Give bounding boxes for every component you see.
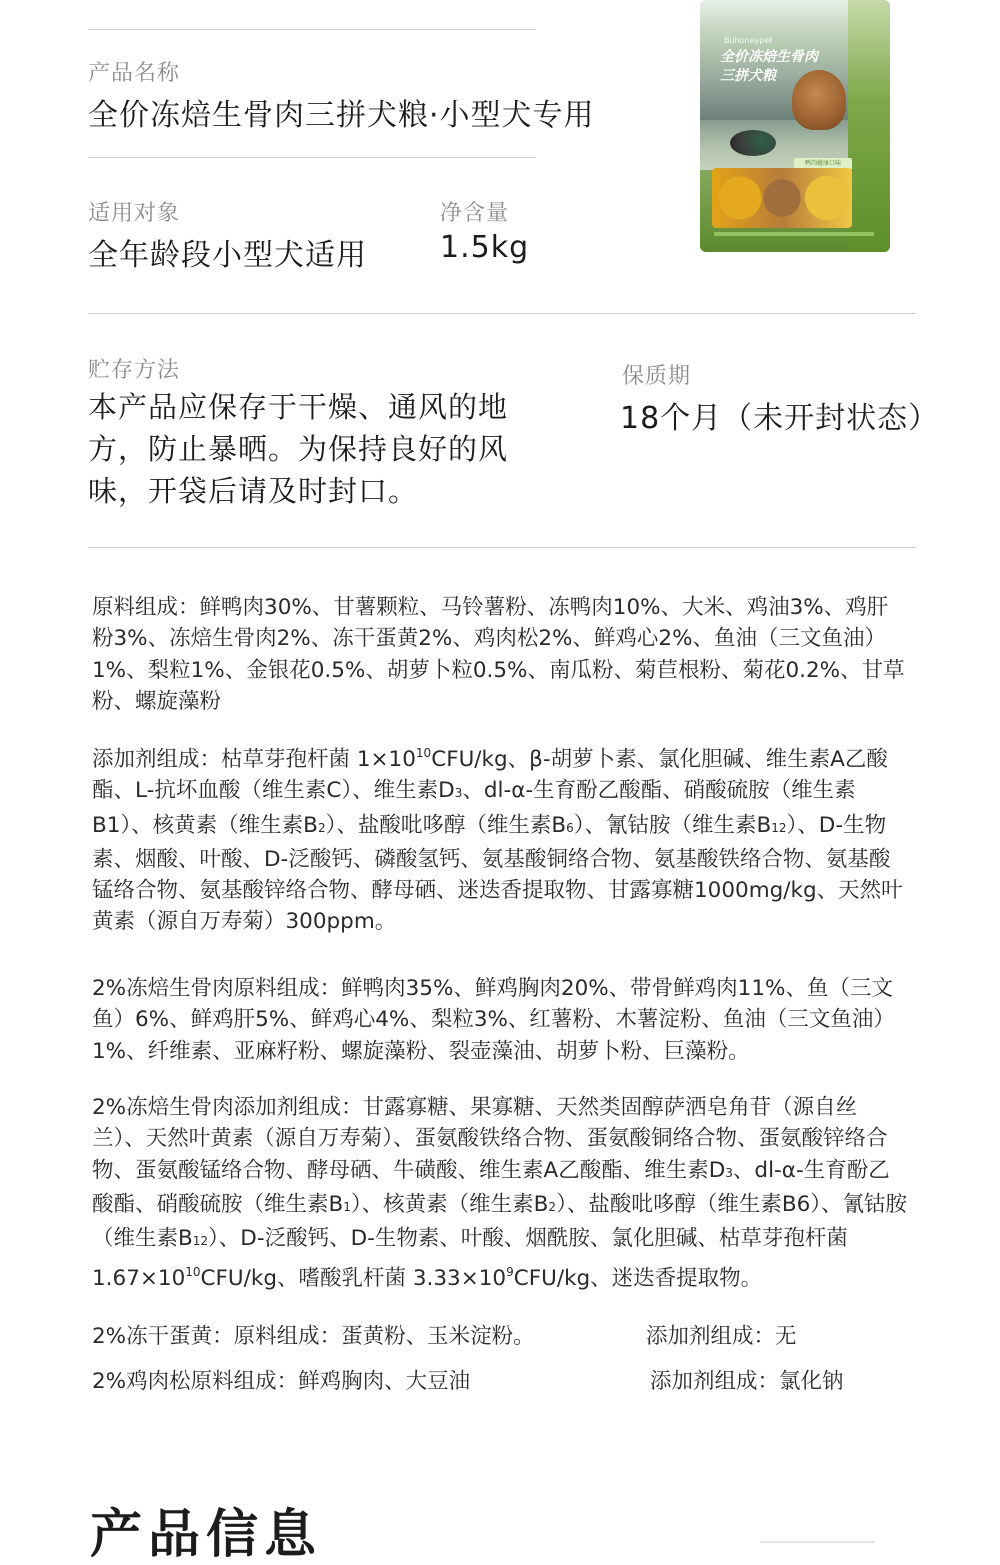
egg-yolk-additive: 添加剂组成：无 xyxy=(646,1324,797,1349)
ingredients-text: 鲜鸭肉30%、甘薯颗粒、马铃薯粉、冻鸭肉10%、大米、鸡油3%、鸡肝粉3%、冻焙生骨肉2%、冻干蛋黄2%、鸡肉松2%、鲜鸡心2%、鱼油（三文鱼油）1%、梨粒1%、金银花0.5%、胡萝卜粒0.5%、南瓜粉、菊苣根粉、菊花0.2%、甘草粉、螺旋藻粉 xyxy=(92,595,905,714)
additives-subscript: 6 xyxy=(566,820,574,835)
ingredients-paragraph xyxy=(92,592,907,717)
net-content-value: 1.5kg xyxy=(440,230,530,265)
section-heading: 产品信息 xyxy=(90,1505,323,1565)
additives-label: 添加剂组成： xyxy=(92,747,222,772)
product-name-label: 产品名称 xyxy=(88,61,181,86)
raw-bone-additives-subscript: 3 xyxy=(725,1165,733,1180)
shelf-life-value: 18个月（未开封状态） xyxy=(620,401,940,436)
target-label: 适用对象 xyxy=(88,201,181,226)
dog-illustration xyxy=(792,70,846,130)
additives-paragraph xyxy=(92,738,907,938)
package-badge: 鸭肉健康口味 xyxy=(794,158,852,170)
additives-subscript: 12 xyxy=(771,820,787,835)
divider-name xyxy=(88,157,536,158)
additives-text xyxy=(92,747,903,934)
chicken-floss-additive: 添加剂组成：氯化钠 xyxy=(650,1369,844,1394)
additives-subscript: 2 xyxy=(317,820,326,835)
additives-part: CFU/kg、β-胡萝卜素、氯化胆碱、维生素A乙酸酯、L-抗坏血酸（维生素C）、维生素D xyxy=(92,747,888,804)
raw-bone-ingredients-label: 2%冻焙生骨肉原料组成： xyxy=(92,976,342,1001)
raw-bone-additives-part: 甘露寡糖、果寡糖、天然类固醇萨洒皂角苷（源自丝兰）、天然叶黄素（源自万寿菊）、蛋氨酸铁络合物、蛋氨酸铜络合物、蛋氨酸锌络合物、蛋氨酸锰络合物、酵母硒、牛磺酸、维生素A乙酸酯、维生素D xyxy=(92,1095,888,1183)
additives-part: 枯草芽孢杆菌 1×10 xyxy=(221,747,416,772)
duck-illustration xyxy=(730,130,776,156)
ingredients-label: 原料组成： xyxy=(92,595,200,620)
target-value: 全年龄段小型犬适用 xyxy=(88,238,367,273)
shelf-life-label: 保质期 xyxy=(622,364,692,389)
raw-bone-additives-text xyxy=(92,1095,907,1291)
raw-bone-additives-part: 、dl-α-生育酚乙酸酯、硝酸硫胺（维生素B xyxy=(92,1157,890,1217)
divider-mid xyxy=(88,313,916,314)
raw-bone-additives-exponent: 10 xyxy=(185,1265,201,1280)
raw-bone-additives-label: 2%冻焙生骨肉添加剂组成： xyxy=(92,1095,363,1120)
additives-part: ）、盐酸吡哆醇（维生素B xyxy=(325,812,567,838)
divider-lower xyxy=(88,547,916,548)
package-brand: Buhoneypet xyxy=(724,36,773,45)
package-title-line1: 全价冻焙生骨肉 xyxy=(720,49,818,65)
chicken-floss-text: 2%鸡肉松原料组成：鲜鸡胸肉、大豆油 xyxy=(92,1369,471,1394)
package-title-line2: 三拼犬粮 xyxy=(720,68,776,84)
raw-bone-additives-subscript: 2 xyxy=(548,1199,557,1214)
raw-bone-additives-part: ）、核黄素（维生素B xyxy=(350,1191,549,1217)
divider-top xyxy=(88,29,536,30)
additives-part: ）、氰钴胺（维生素B xyxy=(573,812,772,838)
additives-part: ）、D-生物素、烟酸、叶酸、D-泛酸钙、磷酸氢钙、氨基酸铜络合物、氨基酸铁络合物、氨基酸锰络合物、氨基酸锌络合物、酵母硒、迷迭香提取物、甘露寡糖1000mg/kg、天然叶黄素（源自万寿菊）300ppm。 xyxy=(92,812,903,935)
net-content-label: 净含量 xyxy=(440,201,510,226)
raw-bone-additives-exponent: 9 xyxy=(506,1265,514,1280)
raw-bone-ingredients-paragraph xyxy=(92,973,907,1067)
package-footer-strip xyxy=(714,232,874,236)
raw-bone-additives-part: ）、D-泛酸钙、D-生物素、叶酸、烟酰胺、氯化胆碱、枯草芽孢杆菌1.67×10 xyxy=(92,1226,848,1292)
additives-exponent: 10 xyxy=(415,746,432,760)
kibble-illustration xyxy=(712,168,852,228)
package-side-band xyxy=(848,0,890,252)
decorative-line xyxy=(760,1541,875,1543)
raw-bone-additives-part: CFU/kg、迷迭香提取物。 xyxy=(513,1266,763,1292)
raw-bone-additives-part: CFU/kg、嗜酸乳杆菌 3.33×10 xyxy=(200,1266,507,1292)
storage-value: 本产品应保存于干燥、通风的地方，防止暴晒。为保持良好的风味，开袋后请及时封口。 xyxy=(88,390,509,508)
raw-bone-additives-subscript: 12 xyxy=(192,1234,209,1249)
product-package-image xyxy=(700,0,890,252)
storage-label: 贮存方法 xyxy=(88,358,181,383)
raw-bone-ingredients-text: 鲜鸭肉35%、鲜鸡胸肉20%、带骨鲜鸡肉11%、鱼（三文鱼）6%、鲜鸡肝5%、鲜鸡心4%、梨粒3%、红薯粉、木薯淀粉、鱼油（三文鱼油）1%、纤维素、亚麻籽粉、螺旋藻粉、裂壶藻油、胡萝卜粉、巨藻粉。 xyxy=(92,976,895,1064)
raw-bone-additives-paragraph xyxy=(92,1092,907,1295)
product-name-value: 全价冻焙生骨肉三拼犬粮·小型犬专用 xyxy=(88,98,595,133)
raw-bone-additives-subscript: 1 xyxy=(343,1199,351,1214)
egg-yolk-text: 2%冻干蛋黄：原料组成：蛋黄粉、玉米淀粉。 xyxy=(92,1324,535,1349)
additives-subscript: 3 xyxy=(454,786,463,801)
additives-part: 、dl-α-生育酚乙酸酯、硝酸硫胺（维生素B1）、核黄素（维生素B xyxy=(92,778,856,838)
raw-bone-additives-part: ）、盐酸吡哆醇（维生素B6）、氰钴胺（维生素B xyxy=(92,1191,907,1252)
